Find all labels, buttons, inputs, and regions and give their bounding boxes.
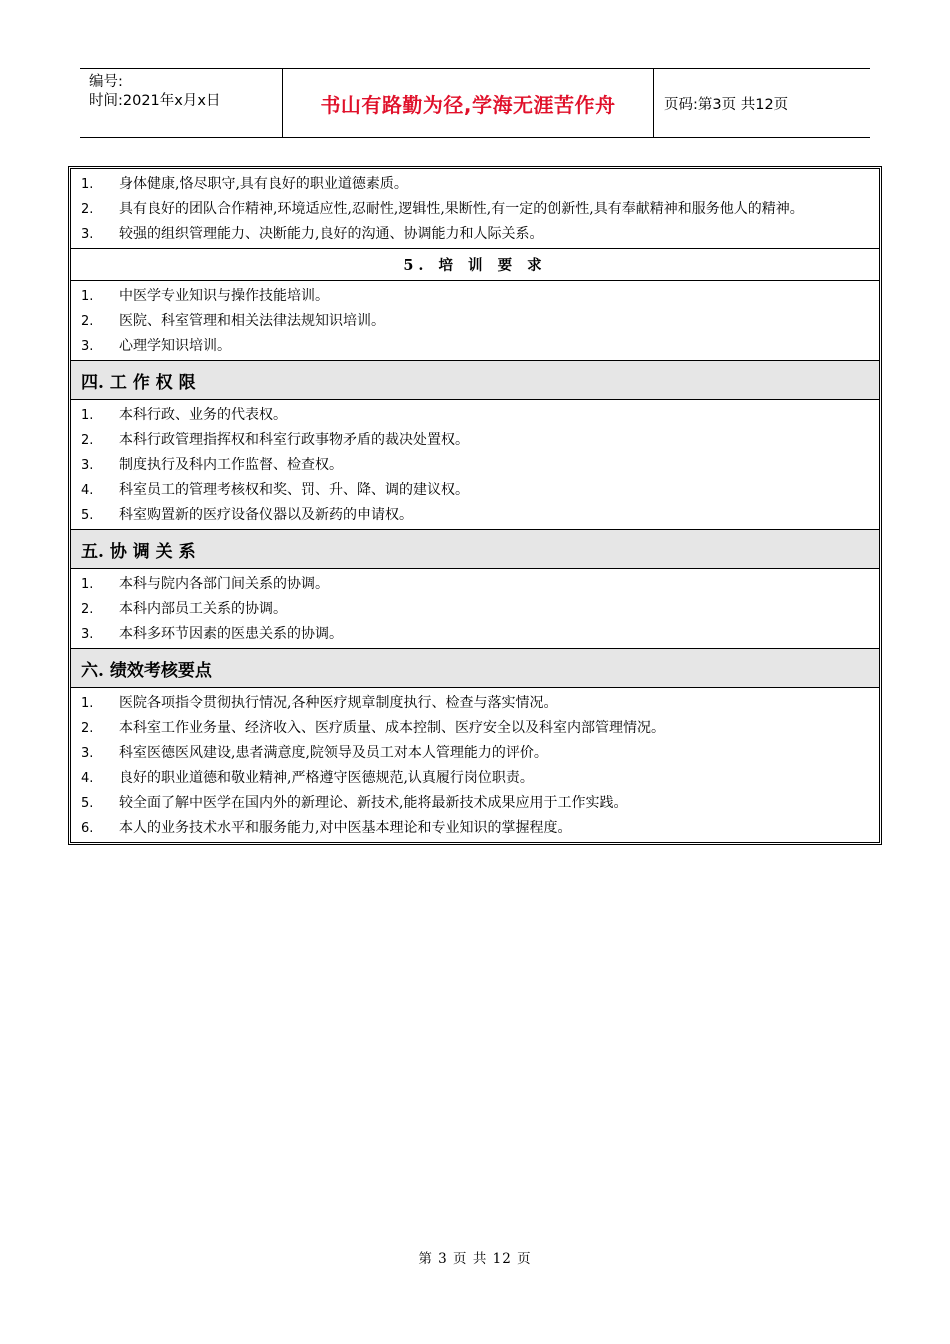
item-number: 5. — [81, 796, 94, 811]
item-text: 心理学知识培训。 — [119, 338, 231, 354]
item-number: 3. — [81, 627, 94, 642]
item-text: 本科与院内各部门间关系的协调。 — [119, 576, 329, 592]
list-item — [71, 428, 879, 453]
item-number: 1. — [81, 408, 94, 423]
doc-code-label: 编号: — [89, 74, 123, 90]
item-text: 本科室工作业务量、经济收入、医疗质量、成本控制、医疗安全以及科室内部管理情况。 — [119, 720, 665, 736]
list-item — [71, 172, 879, 197]
item-text: 本科内部员工关系的协调。 — [119, 601, 287, 617]
item-number: 5. — [81, 508, 94, 523]
item-number: 1. — [81, 289, 94, 304]
item-text: 较强的组织管理能力、决断能力,良好的沟通、协调能力和人际关系。 — [119, 226, 544, 242]
item-number: 3. — [81, 227, 94, 242]
item-text: 本科多环节因素的医患关系的协调。 — [119, 626, 343, 642]
list-item — [71, 197, 879, 222]
item-number: 3. — [81, 339, 94, 354]
item-number: 3. — [81, 458, 94, 473]
item-number: 4. — [81, 483, 94, 498]
page-header — [80, 68, 870, 138]
item-text: 制度执行及科内工作监督、检查权。 — [119, 457, 343, 473]
coordination-heading — [71, 530, 879, 569]
item-text: 身体健康,恪尽职守,具有良好的职业道德素质。 — [119, 176, 408, 192]
item-number: 1. — [81, 177, 94, 192]
item-text: 医院各项指令贯彻执行情况,各种医疗规章制度执行、检查与落实情况。 — [119, 695, 558, 711]
list-item — [71, 503, 879, 528]
item-text: 本科行政管理指挥权和科室行政事物矛盾的裁决处置权。 — [119, 432, 469, 448]
item-text: 科室员工的管理考核权和奖、罚、升、降、调的建议权。 — [119, 482, 469, 498]
item-number: 4. — [81, 771, 94, 786]
performance-heading — [71, 649, 879, 688]
training-list — [71, 281, 879, 361]
item-number: 2. — [81, 314, 94, 329]
item-number: 6. — [81, 821, 94, 836]
training-heading: 5. 培 训 要 求 — [71, 249, 879, 281]
list-item — [71, 453, 879, 478]
item-text: 本科行政、业务的代表权。 — [119, 407, 287, 423]
item-number: 1. — [81, 696, 94, 711]
item-number: 3. — [81, 746, 94, 761]
list-item — [71, 309, 879, 334]
doc-time-label: 时间:2021年x月x日 — [89, 93, 221, 109]
qualities-list — [71, 169, 879, 249]
list-item — [71, 284, 879, 309]
coordination-list — [71, 569, 879, 649]
list-item — [71, 222, 879, 247]
performance-list — [71, 688, 879, 842]
item-text: 具有良好的团队合作精神,环境适应性,忍耐性,逻辑性,果断性,有一定的创新性,具有奉献精神和服务他人的精神。 — [119, 201, 804, 217]
item-number: 2. — [81, 202, 94, 217]
section-title: 四. 工 作 权 限 — [81, 372, 196, 393]
list-item — [71, 741, 879, 766]
item-text: 中医学专业知识与操作技能培训。 — [119, 288, 329, 304]
list-item — [71, 334, 879, 359]
section-title: 五. 协 调 关 系 — [81, 541, 196, 562]
list-item — [71, 766, 879, 791]
list-item — [71, 791, 879, 816]
item-text: 本人的业务技术水平和服务能力,对中医基本理论和专业知识的掌握程度。 — [119, 820, 572, 836]
list-item — [71, 622, 879, 647]
authority-heading — [71, 361, 879, 400]
item-text: 医院、科室管理和相关法律法规知识培训。 — [119, 313, 385, 329]
list-item — [71, 572, 879, 597]
item-number: 2. — [81, 721, 94, 736]
item-number: 2. — [81, 602, 94, 617]
list-item — [71, 716, 879, 741]
item-number: 1. — [81, 577, 94, 592]
item-text: 科室医德医风建设,患者满意度,院领导及员工对本人管理能力的评价。 — [119, 745, 548, 761]
item-text: 较全面了解中医学在国内外的新理论、新技术,能将最新技术成果应用于工作实践。 — [119, 795, 628, 811]
section-title: 六. 绩效考核要点 — [81, 660, 212, 681]
item-text: 良好的职业道德和敬业精神,严格遵守医德规范,认真履行岗位职责。 — [119, 770, 534, 786]
content-table — [68, 166, 882, 845]
header-motto: 书山有路勤为径,学海无涯苦作舟 — [282, 69, 654, 137]
header-meta — [80, 69, 282, 137]
item-text: 科室购置新的医疗设备仪器以及新药的申请权。 — [119, 507, 413, 523]
authority-list — [71, 400, 879, 530]
list-item — [71, 691, 879, 716]
list-item — [71, 478, 879, 503]
item-number: 2. — [81, 433, 94, 448]
list-item — [71, 597, 879, 622]
header-page-info: 页码:第3页 共12页 — [664, 96, 789, 113]
page-footer: 第 3 页 共 12 页 — [418, 1251, 532, 1267]
list-item — [71, 403, 879, 428]
list-item — [71, 816, 879, 841]
